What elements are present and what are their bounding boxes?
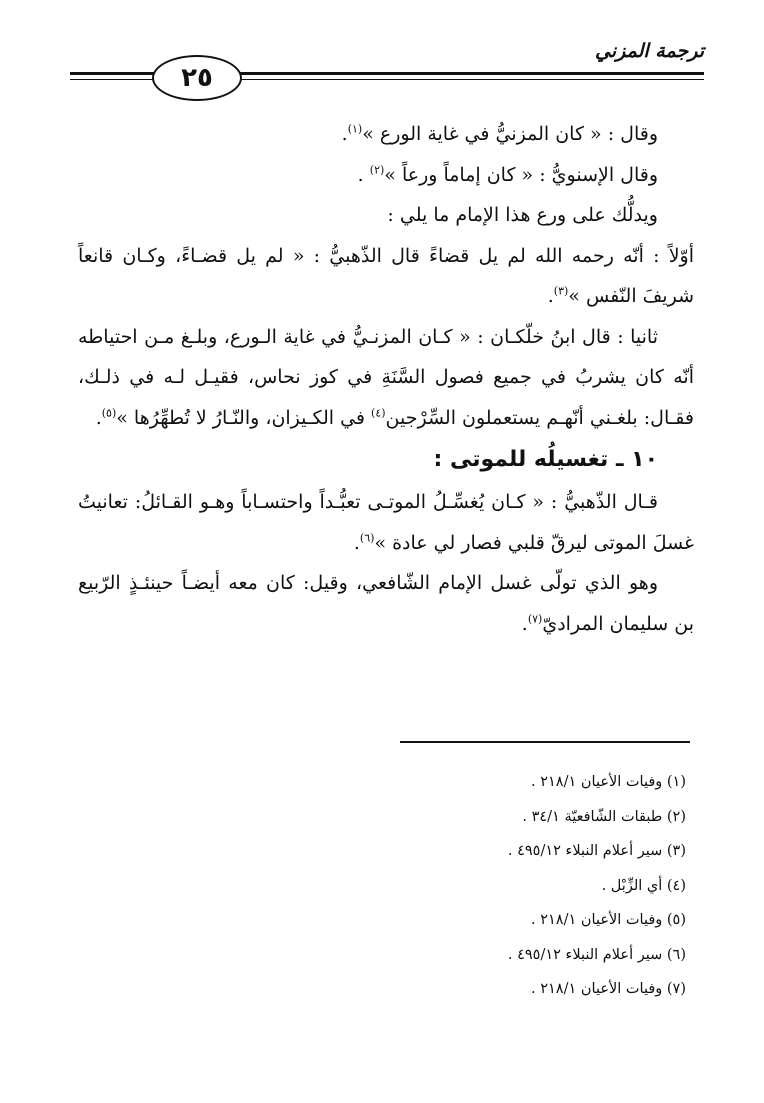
footnote: (٣) سير أعلام النبلاء ٤٩٥/١٢ . — [507, 843, 686, 859]
footnote-ref: (٢) — [369, 163, 385, 177]
text-run: قـال الذّهبيُّ : « كـان يُغسِّـلُ الموتـى تعبُّـداً واحتسـاباً وهـو القـائلُ: تعانيتُ غسلَ الموتى ليرقّ قلبي فصار لي عادة » — [78, 491, 694, 554]
text-run: وقال الإسنويُّ : « كان إماماً ورعاً » — [384, 163, 658, 186]
footnote: (٦) سير أعلام النبلاء ٤٩٥/١٢ . — [507, 946, 686, 963]
paragraph — [78, 563, 694, 644]
footnote-ref: (١) — [347, 122, 363, 136]
footnote-ref: (٤) — [371, 406, 386, 420]
footnote: (١) وفيات الأعيان ٢١٨/١ . — [531, 774, 686, 790]
text-run: . — [341, 123, 348, 145]
footnote-ref: (٧) — [527, 612, 543, 626]
paragraph — [78, 236, 694, 317]
paragraph — [78, 482, 694, 563]
footnote: (٢) طبقات الشّافعيّة ٣٤/١ . — [522, 808, 686, 825]
text-run: . — [95, 406, 102, 429]
page-number: ٢٥ — [152, 55, 242, 101]
footnote: (٧) وفيات الأعيان ٢١٨/١ . — [531, 981, 686, 997]
text-run: . — [357, 163, 370, 186]
text-run: ثانيا : قال ابنُ خلّكـان : « كـان المزنـيُّ في غاية الـورع، وبلـغ مـن احتياطه أنّه كان يشربُ في جميع فصول السَّنَةِ في كوز نحاس، فقيـل لـه في ذلـك، فقـال: بلغـني أنّهـم يستعملون السِّرْجين — [78, 325, 694, 429]
footnote-ref: (٦) — [359, 531, 375, 545]
text-run: ويدلُّك على ورع هذا الإمام ما يلي : — [387, 204, 658, 226]
text-run: . — [547, 285, 554, 307]
footnote: (٤) أي الزِّبْل . — [601, 877, 686, 894]
footnote-ref: (٣) — [553, 284, 569, 298]
text-run: أوّلاً : أنّه رحمه الله لم يل قضاءً قال الذّهبيُّ : « لم يل قضـاءً، وكـان قانعاً شريفَ النّفس » — [78, 244, 694, 307]
paragraph — [78, 155, 694, 196]
footnotes — [200, 765, 686, 1007]
running-title: ترجمة المزني — [595, 40, 704, 62]
paragraph — [78, 114, 694, 155]
text-run: . — [353, 531, 360, 554]
text-run: وهو الذي تولّى غسل الإمام الشّافعي، وقيل: كان معه أيضـاً حينئـذٍ الرّبيع بن سليمان المراديّ — [78, 572, 694, 635]
text-run: وقال : « كان المزنيُّ في غاية الورع » — [362, 123, 658, 145]
footnote: (٥) وفيات الأعيان ٢١٨/١ . — [531, 912, 686, 928]
text-run: . — [521, 612, 528, 635]
main-text — [78, 114, 694, 644]
paragraph — [78, 317, 694, 439]
footnote-separator — [400, 741, 690, 743]
text-run: في الكـيزان، والنّـارُ لا تُطهِّرُها » — [116, 406, 372, 429]
paragraph — [78, 195, 694, 236]
section-heading: ١٠ ـ تغسيلُه للموتى : — [433, 447, 658, 472]
footnote-ref: (٥) — [101, 406, 117, 420]
